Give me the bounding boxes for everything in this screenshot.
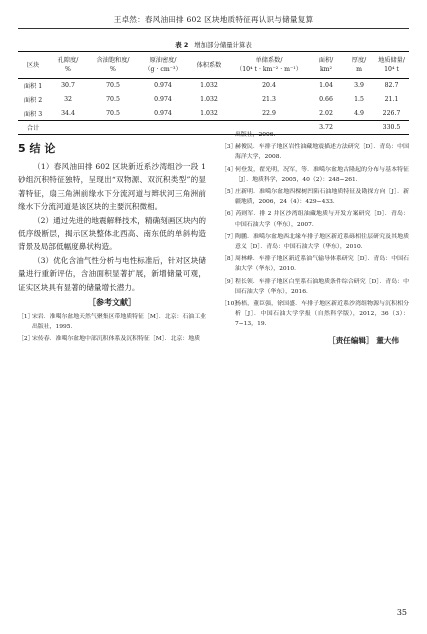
table-cell: 34.4 [61, 109, 75, 117]
reference-item: ［1］宋岩．准噶尔盆地天然气聚集区带地质特征［M］．北京：石油工业出版社，1995． [18, 314, 206, 331]
table-cell: 1.5 [354, 96, 364, 103]
left-column [18, 140, 206, 347]
col-header: 面积/ km² [308, 52, 344, 79]
reference-item: ［10］杨梧，董臣强，徐国盛．车排子地区新近系沙湾组物源与沉积相分析［J］．中国石油大学学报（自然科学版），2012，36（3）：7−13，19． [221, 301, 409, 328]
table-cell: 82.7 [384, 82, 399, 90]
table-cell: 1.04 [319, 82, 333, 90]
table-cell: 面积 1 [23, 83, 43, 91]
reference-item: ［9］程长领．车排子地区白垩系石油地质条件综合研究［D］．青岛：中国石油大学（华东），2016． [221, 278, 409, 295]
reference-item: ［3］赫俊民．车排子地区岩性油藏地震描述方法研究［D］．青岛：中国海洋大学，2008． [221, 144, 409, 161]
references-title: ［参考文献］ [88, 298, 136, 308]
table-cell: 1.032 [200, 109, 218, 117]
table-cell: 22.9 [262, 109, 276, 117]
running-header: 王卓然：春风油田排 602 区块地质特征再认识与储量复算 [113, 15, 314, 24]
table-cell: 面积 2 [23, 97, 43, 104]
reference-continuation: 出版社，2006． [235, 132, 280, 138]
table-cell: 30.7 [61, 82, 75, 90]
table-header-row [18, 52, 409, 79]
table-cell: 70.5 [106, 82, 120, 90]
reference-item: ［8］周林峰．车排子地区新近系油气输导体系研究［D］．青岛：中国石油大学（华东），2010． [221, 256, 409, 273]
col-header: 体积系数 [188, 52, 230, 79]
table-cell: 0.974 [154, 96, 172, 103]
conclusion-paragraph: （2）通过先进的地震解释技术，精确刻画区块内的低序级断层，揭示区块整体北西高、南东低的单斜构造背景及局部低幅度鼻状构造。 [18, 215, 206, 252]
col-header: 厚度/ m [344, 52, 374, 79]
conclusion-paragraph: （1）春风油田排 602 区块新近系沙湾组沙一段 1 砂组沉积特征独特，呈现出“双物源、双沉积类型”的显著特征，扇三角洲前缘水下分流河道与辫状河三角洲前缘水下分流河道是该区块的主要沉积微相。 [18, 162, 206, 212]
table-cell: 70.5 [106, 96, 120, 103]
col-header: 单储系数/ （10⁴ t · km⁻² · m⁻¹） [230, 52, 308, 79]
col-header: 原油密度/ （g · cm⁻³） [138, 52, 188, 79]
table-cell: 32 [64, 96, 72, 103]
table-caption [0, 40, 427, 49]
table-label: 表 2 [175, 41, 189, 49]
table-cell: 21.3 [262, 96, 276, 103]
table-row [18, 79, 409, 93]
col-header: 区块 [18, 52, 48, 79]
section-title: 5 结 论 [18, 142, 56, 155]
table-cell: 20.4 [262, 82, 276, 90]
table-row [18, 93, 409, 107]
table-cell: 4.9 [354, 109, 364, 117]
col-header: 孔隙度/ % [48, 52, 88, 79]
table-cell: 70.5 [106, 109, 120, 117]
total-reserve: 330.5 [374, 121, 409, 135]
reference-item: ［6］芮则军．排 2 井区沙湾组油藏地质与开发方案研究［D］．青岛：中国石油大学（华东），2007． [221, 211, 409, 228]
table-cell: 0.974 [154, 82, 172, 90]
table-cell: 1.032 [200, 96, 218, 103]
table-row [18, 107, 409, 121]
table-cell: 2.02 [319, 109, 333, 117]
reference-item: ［7］陶鹏．准噶尔盆地西北缘车排子地区新近系砾相往层研究及其地质意义［D］．青岛：中国石油大学（华东），2010． [221, 233, 409, 251]
right-column [221, 130, 409, 346]
table-cell: 面积 3 [23, 110, 43, 118]
table-cell: 0.974 [154, 109, 172, 117]
table-cell: 0.66 [319, 96, 333, 103]
total-area: 3.72 [308, 121, 344, 135]
reference-item: ［4］何登发，翟光明，况军，等．准噶尔盆地古隆起的分布与基本特征［J］．地质科学，2005，40（2）：248−261． [221, 166, 409, 183]
conclusion-paragraph: （3）优化含油气性分析与电性标准后，针对区块储量进行重新评估，含油面积显著扩展，新增储量可观，证实区块具有显著的储量增长潜力。 [18, 255, 206, 292]
col-header: 地质储量/ 10⁴ t [374, 52, 409, 79]
reference-item: ［2］宋传春．准噶尔盆地中部沉积体系及沉积特征［M］．北京：地质 [18, 336, 201, 343]
table-cell: 1.032 [200, 82, 218, 90]
table-cell: 226.7 [382, 109, 401, 117]
table-cell: 21.1 [384, 96, 399, 103]
col-header: 含油饱和度/ % [88, 52, 138, 79]
responsible-editor: ［责任编辑］ 董大伟 [328, 335, 399, 345]
reference-item: ［5］庄新明．准噶尔盆地四棵树凹陷石油地质特征及勘探方向［J］．新疆地质，2006，24（4）：429−433． [221, 189, 409, 206]
reserve-table [18, 51, 409, 135]
table-cell: 3.9 [354, 82, 364, 90]
header-divider [18, 28, 409, 29]
total-label: 合计 [18, 121, 48, 135]
page-number: 35 [396, 608, 407, 617]
table-title: 增加部分储量计算表 [194, 41, 252, 49]
